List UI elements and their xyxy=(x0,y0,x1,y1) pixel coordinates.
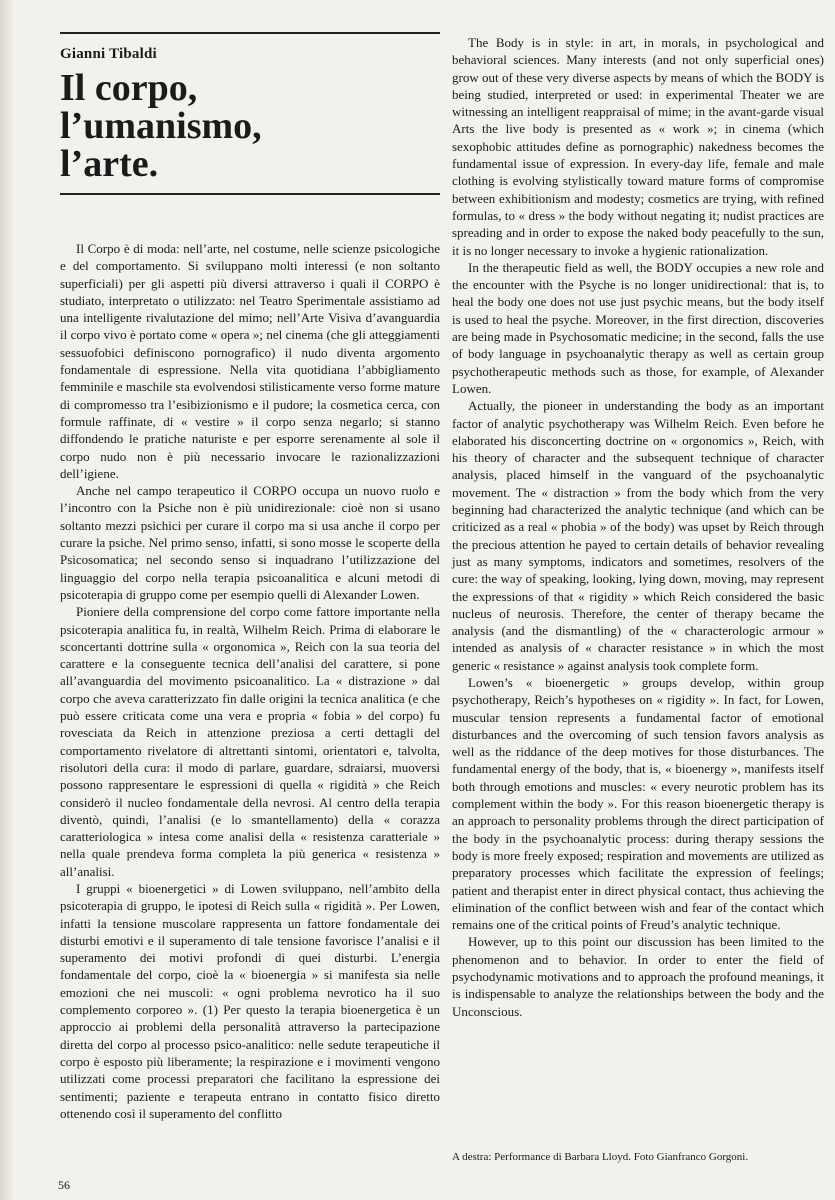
author-name: Gianni Tibaldi xyxy=(60,46,157,62)
article-title xyxy=(60,69,440,183)
page-number: 56 xyxy=(58,1178,70,1192)
italian-paragraph: Il Corpo è di moda: nell’arte, nel costume, nelle scienze psicologiche e del comportamento. Si sviluppano molti interessi (e non soltanto superficiali) per gli aspetti più diversi attraverso i quali il CORPO è studiato, interpretato o utilizzato: nel Teatro Sperimentale assistiamo ad una intelligente rivalutazione del mimo; nell’Arte Visiva d’avanguardia il corpo vivo è portato come « opera »; nel cinema (che gli atteggiamenti sessuofobici definiscono pornografico) il nudo diventa argomento fondamentale di espressione. Nella vita quotidiana l’abbigliamento femminile e maschile sta evolvendosi stilisticamente verso forme mature di compromesso tra l’esibizionismo e il pudore; la cosmetica cerca, con formule raffinate, di « vestire » il corpo senza negarlo; si stanno diffondendo le pratiche naturiste e per esporre serenamente al sole il corpo nudo non è più necessario invocare le razionalizzazioni dell’igiene. xyxy=(60,241,440,481)
english-paragraph: Actually, the pioneer in understanding the body as an important factor of analytic psychotherapy was Wilhelm Reich. Even before he elaborated his disconcerting doctrine on « orgonomics », Reich, with his theory of character and the subsequent technique of character analysis, placed himself in the vanguard of the psychoanalytic movement. The « distraction » from the body which from the very beginning had characterized the analytic technique (and which can be criticized as a real « phobia » of the body) was upset by Reich through the precious attention he payed to certain details of behavior revealing just as many symptoms, indicators and sometimes, resolvers of the cure: the way of speaking, looking, lying down, moving, may represent the expressions of that « rigidity » which Reich considered the basic nucleus of neurosis. Therefore, the center of therapy became the analysis (and the dismantling) of the « characterologic armour » intended as analysis of « character resistance » in which the most generic « resistance » against analysis took complete form. xyxy=(452,398,824,673)
photo-caption: A destra: Performance di Barbara Lloyd. Foto Gianfranco Gorgoni. xyxy=(452,1151,749,1163)
title-line: Il corpo, xyxy=(60,67,198,109)
english-paragraph: In the therapeutic field as well, the BODY occupies a new role and the encounter with the Psyche is no longer unidirectional: that is, to heal the body one does not use just psychic means, but the body itself is used to heal the psyche. Moreover, in the first direction, discoveries are being made in Psychosomatic medicine; in the second, falls the use of body language in psychoanalytic therapy as well as certain group psychotherapeutic methods such as those, for example, of Alexander Lowen. xyxy=(452,259,824,396)
english-paragraph: The Body is in style: in art, in morals, in psychological and behavioral sciences. Many interests (and not only superficial ones) grow out of these very diverse aspects by means of which the BODY is being studied, interpreted or used: in experimental Theater we are witnessing an intelligent reappraisal of mime; in the avant-garde visual Arts the live body is presented as « work »; in cinema (which sexophobic attitudes define as pornographic) nakedness becomes the fundamental issue of expression. In every-day life, female and male clothing is evolving stylistically toward mature forms of compromise between exhibitionism and modesty; cosmetics are trying, with refined formulas, to « dress » the body without negating it; nudist practices are spreading and in order to expose the naked body peacefully to the sun, it is no longer necessary to invoke a hygienic rationalization. xyxy=(452,35,824,258)
header-rule-top xyxy=(60,32,440,34)
italian-paragraph: Anche nel campo terapeutico il CORPO occupa un nuovo ruolo e l’incontro con la Psiche non è più unidirezionale: cioè non si usano soltanto mezzi psichici per curare il corpo ma si usa anche il corpo per curare la psiche. Nel primo senso, infatti, si sono mosse le scoperte della Psicosomatica; nel secondo senso si inquadrano l’utilizzazione del linguaggio del corpo nella terapia psicoanalitica e alcuni metodi di psicoterapia di gruppo come per esempio quelli di Alexander Lowen. xyxy=(60,483,440,602)
english-paragraph: Lowen’s « bioenergetic » groups develop, within group psychotherapy, Reich’s hypotheses on « rigidity ». In fact, for Lowen, muscular tension represents a fundamental factor of emotional disturbances and the overcoming of such tension favors analysis as well as the riddance of the deep motives for those disturbances. The fundamental energy of the body, that is, « bioenergy », manifests itself both through emotions and muscles: « every neurotic problem has its complement within the body ». For this reason bioenergetic therapy is an approach to personality problems through the direct participation of the body in the psychoanalytic process: during therapy sessions the body is more freely exposed; respiration and movements are utilized as preparatory processes which facilitate the expression of feelings; patient and therapist enter in direct physical contact, thus achieving the elimination of the conflict between wish and fear of the contact which remains one of the critical points of Freud’s analytic technique. xyxy=(452,674,824,933)
english-column xyxy=(452,34,824,1020)
binding-shadow xyxy=(0,0,14,1200)
italian-paragraph: Pioniere della comprensione del corpo come fattore importante nella psicoterapia analitica fu, in realtà, Wilhelm Reich. Prima di elaborare le sconcertanti dottrine sulla « orgonomica », Reich con la sua teoria del carattere e la conseguente tecnica dell’analisi del carattere, si pone all’avanguardia del movimento psicoanalitico. La « distrazione » dal corpo che aveva caratterizzato fin dalle origini la tecnica analitica (e che può essere criticata come una vera e propria « fobia » del corpo) fu rovesciata da Reich in attenzione preziosa a certi dettagli del comportamento rivelatore di altrettanti sintomi, orientatori e, talvolta, risolutori della cura: il modo di parlare, guardare, sdraiarsi, muoversi possono rappresentare le espressioni di quella « rigidità » che Reich considerò il nucleo fondamentale della nevrosi. Al centro della terapia diventò, quindi, l’analisi (e lo smantellamento) della « corazza caratteriologica » intesa come analisi della « resistenza caratteriale » nella quale prendeva forma completa la più generica « resistenza » all’analisi. xyxy=(60,604,440,879)
title-line: l’arte. xyxy=(60,143,159,185)
title-line: l’umanismo, xyxy=(60,105,262,147)
italian-column xyxy=(60,240,440,1122)
header-rule-bottom xyxy=(60,193,440,195)
italian-paragraph: I gruppi « bioenergetici » di Lowen sviluppano, nell’ambito della psicoterapia di gruppo, le ipotesi di Reich sulla « rigidità ». Per Lowen, infatti la tensione muscolare rappresenta un fattore fondamentale dei disturbi emotivi e il superamento di tale tensione favorisce l’analisi e il superamento dei motivi profondi di quei disturbi. L’energia fondamentale del corpo, cioè la « bioenergia » si manifesta sia nelle emozioni che nei muscoli: « ogni problema nevrotico ha il suo complemento corporeo ». (1) Per questo la terapia bioenergetica è un approccio ai problemi della personalità attraverso la partecipazione diretta del corpo al processo psico-analitico: nelle sedute terapeutiche il corpo è esposto più liberamente; la respirazione e i movimenti vengono utilizzati come processi preparatori che facilitano la espressione dei sentimenti; paziente e terapeuta entrano in contatto fisico diretto ottenendo così il superamento del conflitto xyxy=(60,880,440,1121)
english-paragraph: However, up to this point our discussion has been limited to the phenomenon and to behavior. In order to enter the field of psychodynamic motivations and to approach the profound meanings, it is indispensable to analyze the relationships between the body and the Unconscious. xyxy=(452,934,824,1019)
article-header xyxy=(60,30,440,195)
